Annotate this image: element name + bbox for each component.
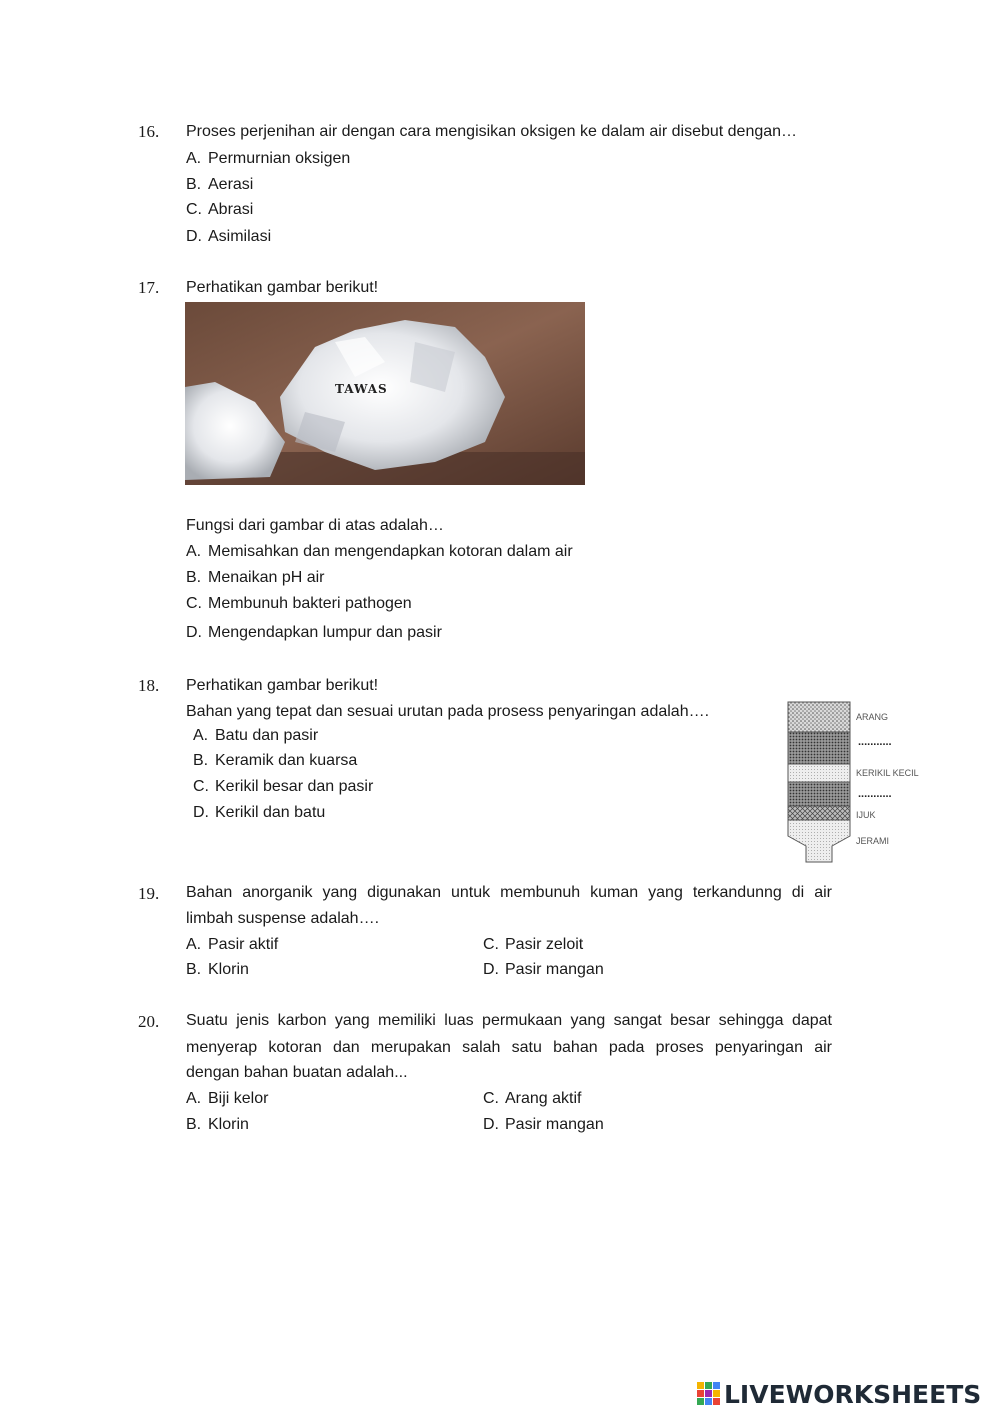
- question-text-line-2: menyerap kotoran dan merupakan salah satu bahan pada proses penyaringan air: [186, 1039, 832, 1056]
- option-text: Asimilasi: [208, 228, 272, 245]
- option-b[interactable]: [186, 960, 249, 980]
- option-text: Klorin: [208, 961, 249, 978]
- option-letter: C.: [483, 1090, 499, 1107]
- option-letter: B.: [186, 569, 202, 586]
- option-d[interactable]: [186, 623, 442, 643]
- option-letter: D.: [483, 1116, 499, 1133]
- option-letter: B.: [193, 752, 209, 769]
- option-text: Abrasi: [208, 201, 254, 218]
- option-letter: B.: [186, 1116, 202, 1133]
- option-letter: A.: [186, 150, 202, 167]
- option-a[interactable]: [186, 149, 350, 169]
- label-jerami: JERAMI: [856, 836, 890, 846]
- option-c[interactable]: [483, 1089, 581, 1109]
- question-text: Fungsi dari gambar di atas adalah…: [186, 517, 444, 534]
- image-label: TAWAS: [335, 382, 388, 396]
- option-text: Memisahkan dan mengendapkan kotoran dalam air: [208, 543, 573, 560]
- option-letter: C.: [193, 778, 209, 795]
- option-d[interactable]: [483, 960, 604, 980]
- question-number: 19.: [138, 884, 160, 903]
- option-d[interactable]: [186, 227, 271, 247]
- question-text-line-2: limbah suspense adalah….: [186, 910, 380, 927]
- logo-grid-icon: [697, 1382, 721, 1406]
- question-text-line-3: dengan bahan buatan adalah...: [186, 1064, 408, 1081]
- option-letter: C.: [483, 936, 499, 953]
- option-b[interactable]: [186, 175, 253, 195]
- option-c[interactable]: [483, 935, 583, 955]
- option-c[interactable]: [186, 200, 253, 220]
- option-letter: C.: [186, 595, 202, 612]
- option-b[interactable]: [193, 751, 357, 771]
- liveworksheets-logo[interactable]: [697, 1380, 981, 1408]
- logo-text: LIVEWORKSHEETS: [724, 1379, 982, 1409]
- option-letter: A.: [193, 727, 209, 744]
- question-number: 20.: [138, 1012, 160, 1031]
- option-letter: B.: [186, 961, 202, 978]
- option-text: Pasir mangan: [505, 1116, 604, 1133]
- option-b[interactable]: [186, 1115, 249, 1135]
- question-text: Proses perjenihan air dengan cara mengisikan oksigen ke dalam air disebut dengan…: [186, 123, 798, 140]
- option-letter: A.: [186, 936, 202, 953]
- option-text: Menaikan pH air: [208, 569, 325, 586]
- label-ijuk: IJUK: [856, 810, 876, 820]
- question-intro: Perhatikan gambar berikut!: [186, 677, 379, 694]
- option-letter: B.: [186, 176, 202, 193]
- option-a[interactable]: [193, 726, 318, 746]
- option-d[interactable]: [483, 1115, 604, 1135]
- option-a[interactable]: [186, 542, 573, 562]
- label-blank-1: ...........: [858, 736, 892, 748]
- option-text: Permurnian oksigen: [208, 150, 351, 167]
- option-text: Keramik dan kuarsa: [215, 752, 358, 769]
- label-blank-2: ...........: [858, 788, 892, 800]
- option-text: Mengendapkan lumpur dan pasir: [208, 624, 442, 641]
- question-text: Bahan yang tepat dan sesuai urutan pada prosess penyaringan adalah….: [186, 703, 710, 720]
- question-intro: Perhatikan gambar berikut!: [186, 279, 379, 296]
- option-text: Arang aktif: [505, 1090, 582, 1107]
- label-kerikil-kecil: KERIKIL KECIL: [856, 768, 919, 778]
- option-a[interactable]: [186, 935, 278, 955]
- filter-diagram: [780, 696, 930, 866]
- option-text: Biji kelor: [208, 1090, 269, 1107]
- option-text: Kerikil dan batu: [215, 804, 326, 821]
- option-letter: D.: [186, 624, 202, 641]
- question-number: 18.: [138, 676, 160, 695]
- option-text: Batu dan pasir: [215, 727, 319, 744]
- option-text: Aerasi: [208, 176, 254, 193]
- option-text: Pasir mangan: [505, 961, 604, 978]
- question-text-line-1: Bahan anorganik yang digunakan untuk membunuh kuman yang terkandunng di air: [186, 884, 832, 901]
- option-letter: A.: [186, 543, 202, 560]
- question-number: 16.: [138, 122, 160, 141]
- label-arang: ARANG: [856, 712, 889, 722]
- option-text: Pasir zeloit: [505, 936, 584, 953]
- option-text: Membunuh bakteri pathogen: [208, 595, 412, 612]
- option-a[interactable]: [186, 1089, 268, 1109]
- option-text: Klorin: [208, 1116, 249, 1133]
- option-c[interactable]: [186, 594, 412, 614]
- option-letter: D.: [186, 228, 202, 245]
- option-b[interactable]: [186, 568, 325, 588]
- question-text-line-1: Suatu jenis karbon yang memiliki luas permukaan yang sangat besar sehingga dapat: [186, 1012, 832, 1029]
- tawas-photo: [185, 302, 585, 485]
- option-letter: A.: [186, 1090, 202, 1107]
- option-letter: D.: [483, 961, 499, 978]
- option-text: Pasir aktif: [208, 936, 279, 953]
- option-d[interactable]: [193, 803, 325, 823]
- option-letter: C.: [186, 201, 202, 218]
- question-number: 17.: [138, 278, 160, 297]
- option-c[interactable]: [193, 777, 373, 797]
- option-text: Kerikil besar dan pasir: [215, 778, 374, 795]
- option-letter: D.: [193, 804, 209, 821]
